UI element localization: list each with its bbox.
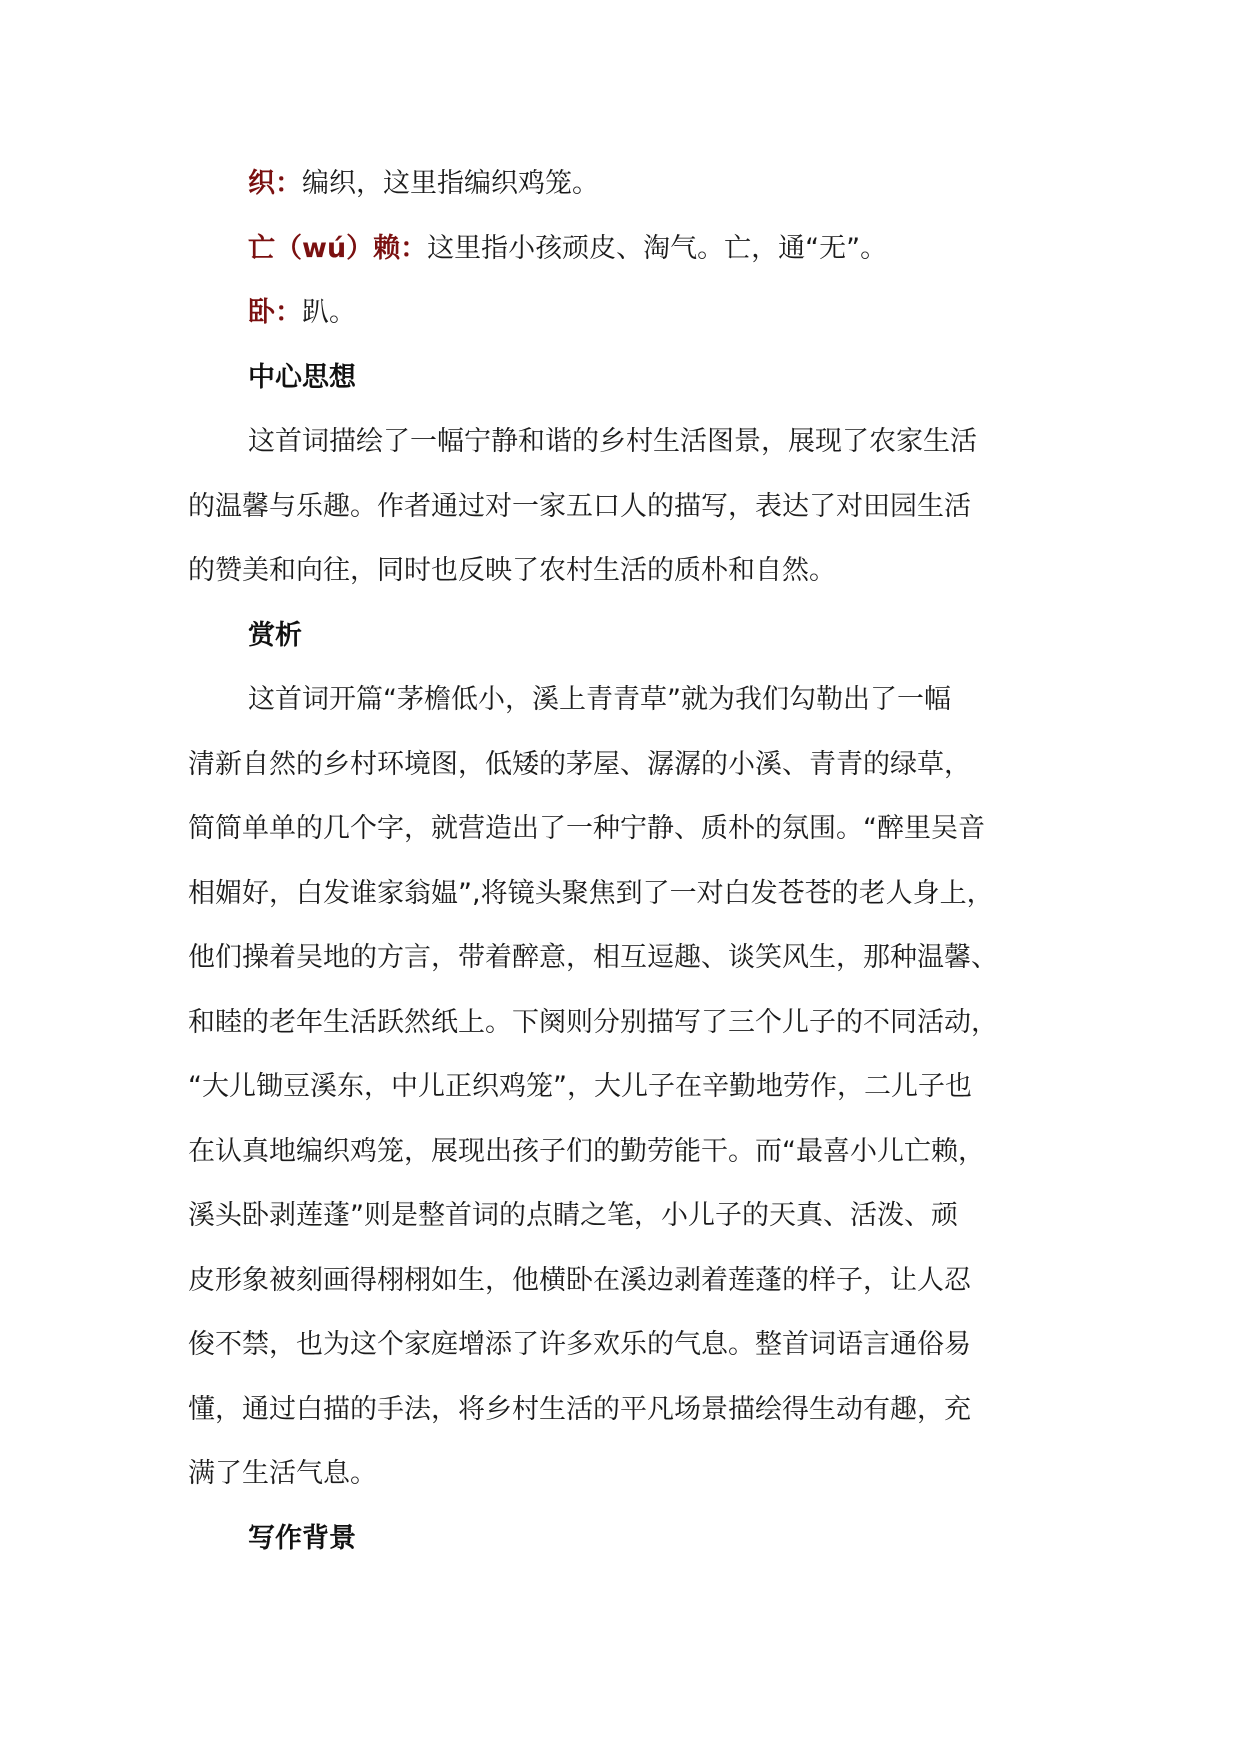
paragraph-line: 这首词描绘了一幅宁静和谐的乡村生活图景，展现了农家生活 — [248, 426, 977, 457]
glossary-definition: 这里指小孩顽皮、淘气。亡，通“无”。 — [427, 232, 888, 264]
paragraph-line: 和睦的老年生活跃然纸上。下阕则分别描写了三个儿子的不同活动， — [188, 1006, 998, 1038]
glossary-entry — [188, 152, 1088, 217]
paragraph-line: 这首词开篇“茅檐低小，溪上青青草”就为我们勾勒出了一幅 — [248, 684, 951, 715]
paragraph-line: 满了生活气息。 — [188, 1458, 377, 1489]
glossary-entry — [188, 217, 1088, 282]
paragraph-line: 溪头卧剥莲蓬”则是整首词的点睛之笔，小儿子的天真、活泼、顽 — [188, 1200, 958, 1231]
paragraph-line: 清新自然的乡村环境图，低矮的茅屋、潺潺的小溪、青青的绿草， — [188, 748, 971, 780]
glossary-term: 卧： — [248, 297, 302, 328]
paragraph-line: 简简单单的几个字，就营造出了一种宁静、质朴的氛围。“醉里吴音 — [188, 813, 985, 844]
section-heading-background: 写作背景 — [248, 1522, 356, 1554]
glossary-entry — [188, 281, 1088, 346]
paragraph-line: 的赞美和向往，同时也反映了农村生活的质朴和自然。 — [188, 555, 836, 586]
section-heading-appreciation: 赏析 — [248, 619, 302, 651]
document-page — [188, 152, 1088, 1571]
glossary-definition: 编织，这里指编织鸡笼。 — [302, 168, 599, 199]
section-heading-central-idea: 中心思想 — [248, 361, 356, 393]
paragraph-line: “大儿锄豆溪东，中儿正织鸡笼”，大儿子在辛勤地劳作，二儿子也 — [188, 1071, 972, 1102]
paragraph-line: 他们操着吴地的方言，带着醉意，相互逗趣、谈笑风生，那种温馨、 — [188, 942, 998, 973]
paragraph-line: 懂，通过白描的手法，将乡村生活的平凡场景描绘得生动有趣，充 — [188, 1393, 971, 1425]
glossary-definition: 趴。 — [302, 297, 356, 328]
paragraph-line: 俊不禁，也为这个家庭增添了许多欢乐的气息。整首词语言通俗易 — [188, 1329, 971, 1360]
paragraph-line: 在认真地编织鸡笼，展现出孩子们的勤劳能干。而“最喜小儿亡赖， — [188, 1135, 985, 1167]
paragraph-line: 相媚好，白发谁家翁媪”,将镜头聚焦到了一对白发苍苍的老人身上， — [188, 877, 994, 909]
glossary-term: 亡（wú）赖： — [248, 232, 428, 264]
glossary-term: 织： — [248, 168, 302, 199]
paragraph-line: 的温馨与乐趣。作者通过对一家五口人的描写，表达了对田园生活 — [188, 490, 971, 522]
paragraph-line: 皮形象被刻画得栩栩如生，他横卧在溪边剥着莲蓬的样子，让人忍 — [188, 1264, 971, 1296]
